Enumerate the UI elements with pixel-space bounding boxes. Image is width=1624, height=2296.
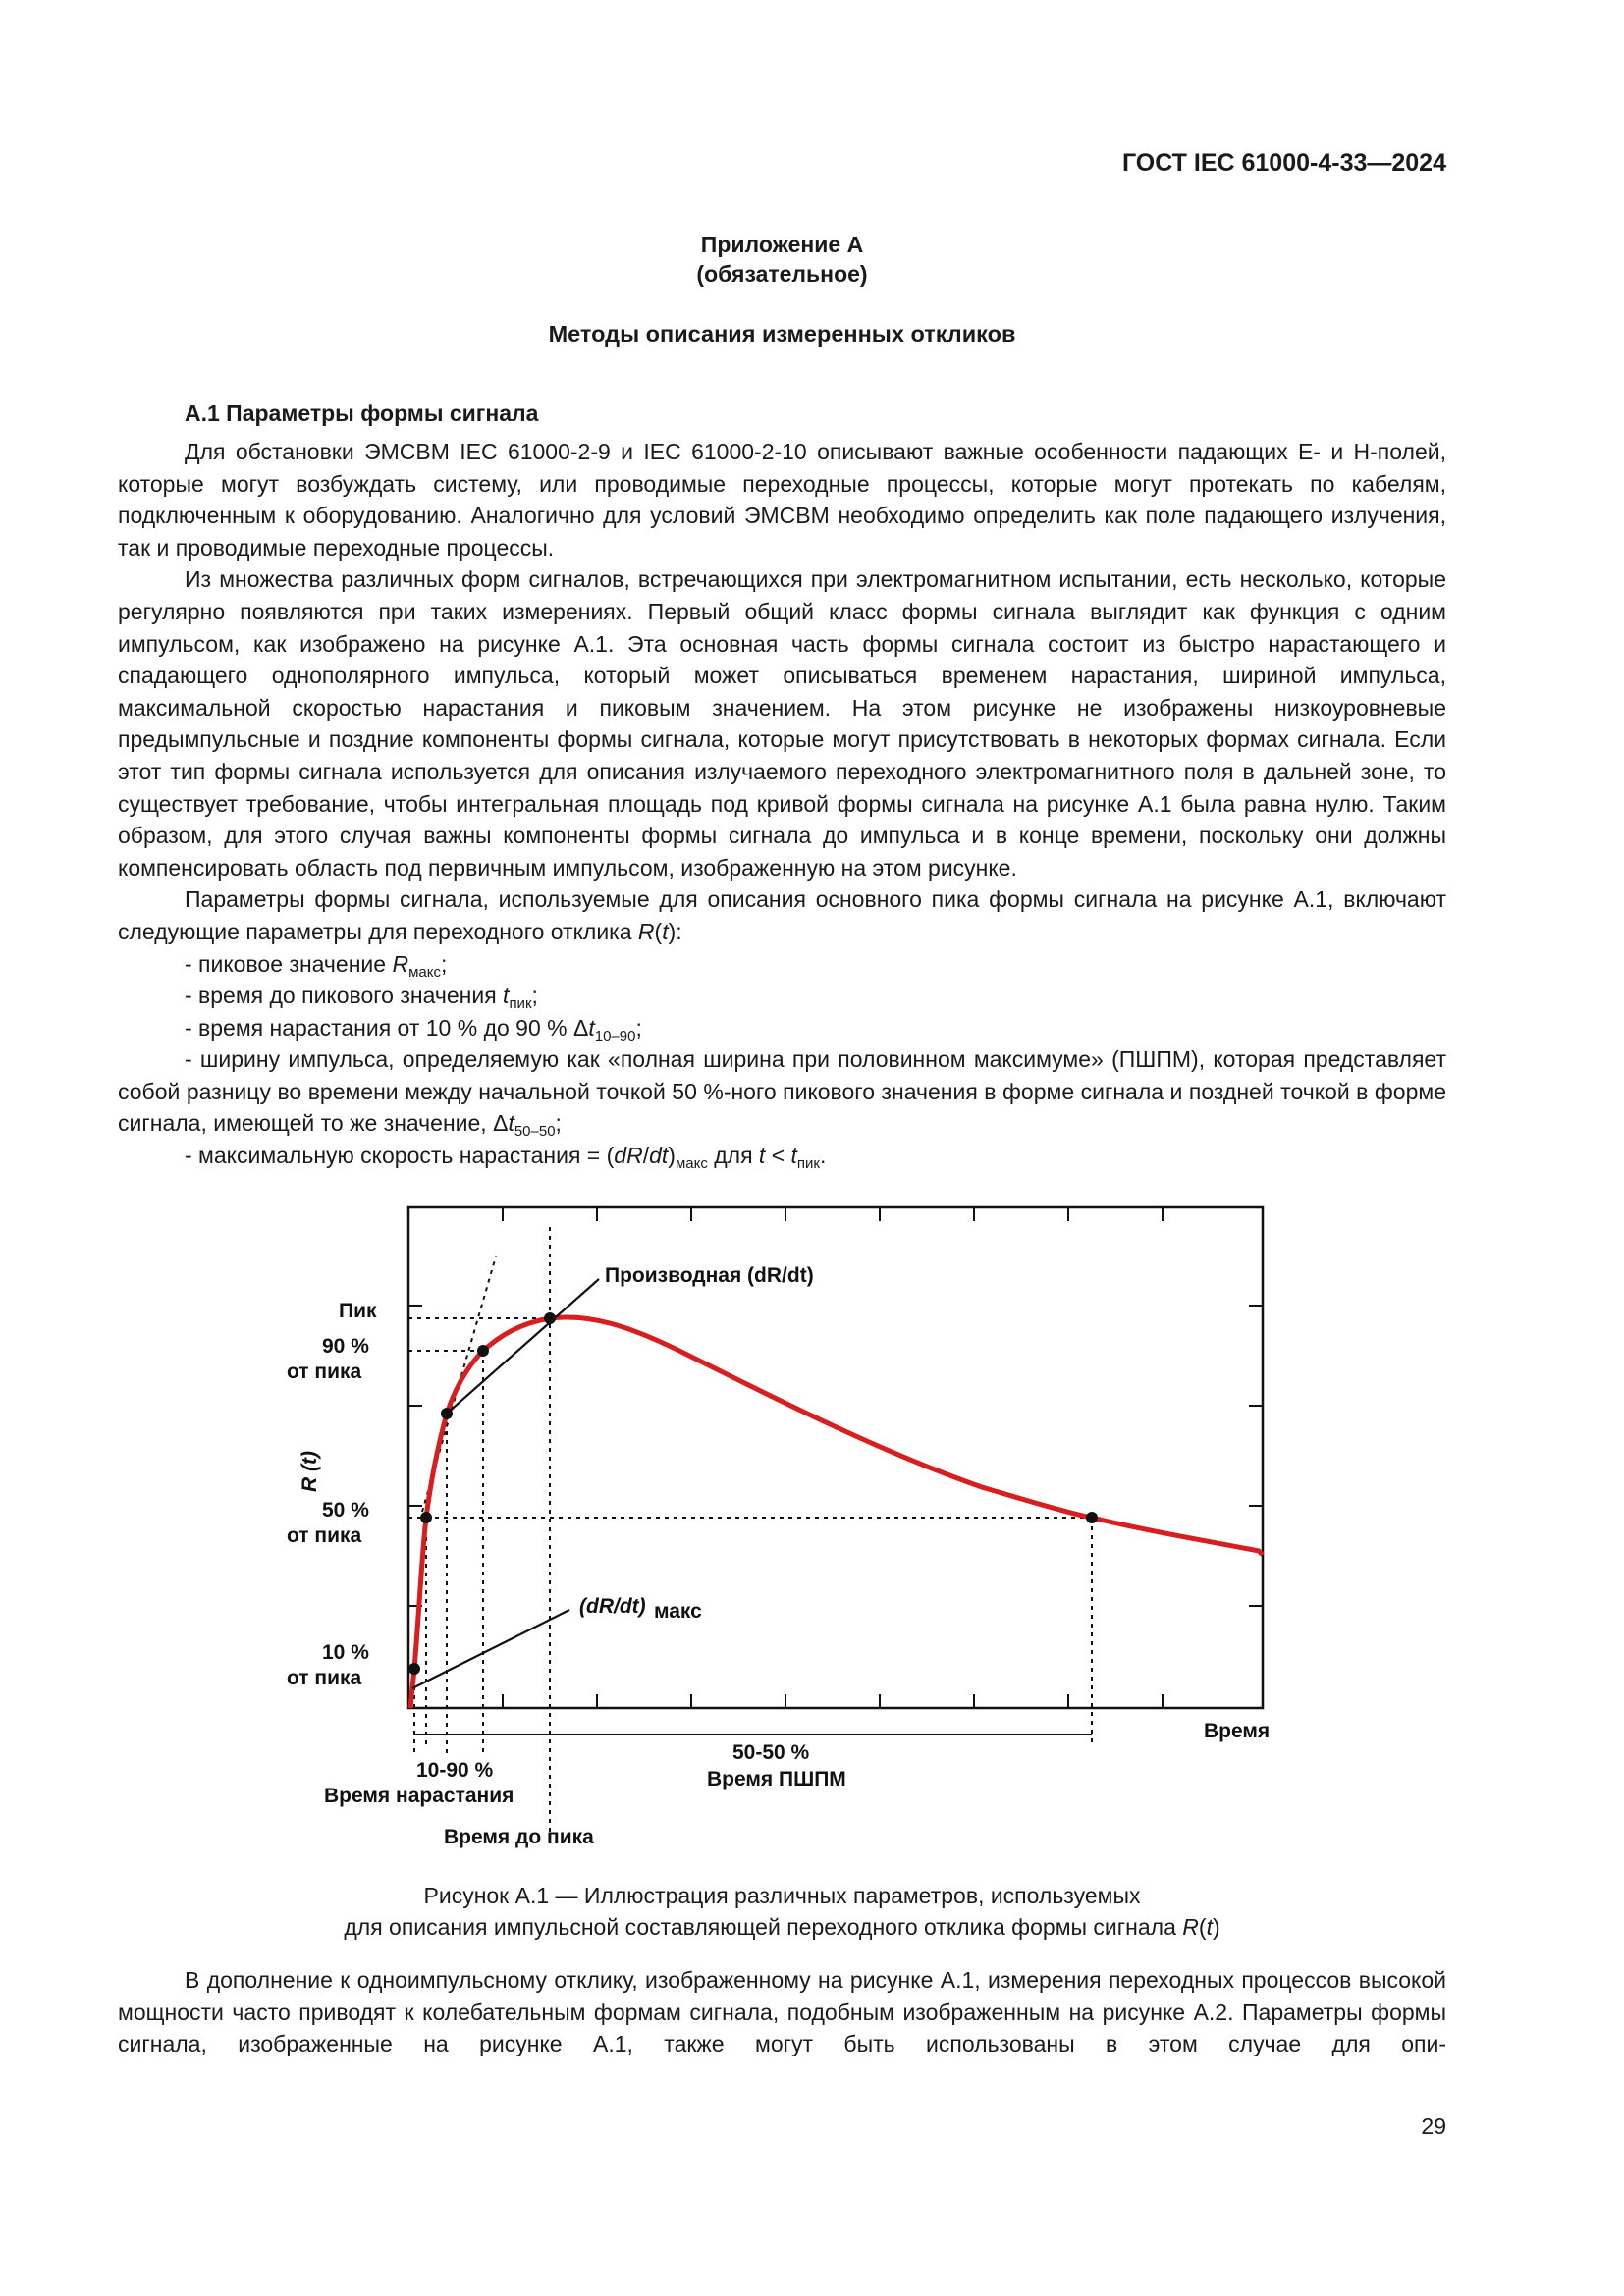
p50-sublabel: от пика — [287, 1524, 362, 1547]
paragraph: В дополнение к одноимпульсному отклику, изображенному на рисунке А.1, измерения переходных процессов высокой мощности часто приводят к колебательным формам сигнала, подобным изображенным на рисунке А.2. Параметры формы сигнала, изображенные на рисунке А.1, также могут быть использованы в этом случае для опи- — [118, 1967, 1446, 2057]
figure-caption — [118, 1880, 1446, 1943]
body-text — [118, 436, 1446, 1172]
derivative-label: Производная (dR/dt) — [605, 1264, 814, 1287]
tick-marks — [408, 1207, 1263, 1708]
section-title: А.1 Параметры формы сигнала — [185, 400, 539, 426]
dmax-sublabel: макс — [654, 1600, 702, 1623]
caption-line-1: Рисунок А.1 — Иллюстрация различных параметров, используемых — [423, 1883, 1141, 1908]
appendix-heading — [118, 230, 1446, 289]
p90-sublabel: от пика — [287, 1361, 362, 1383]
peak-label: Пик — [339, 1300, 377, 1322]
list-item: - максимальную скорость нарастания = $(dR/dt)_{макс}$ для $t < t_{пик}$. — [185, 1143, 827, 1173]
list-item: - ширину импульса, определяемую как «полная ширина при половинном максимуме» (ПШПМ), которая представляет собой разницу во времени между начальной точкой 50 %-ного пикового значения в форме сигнала и поздней точкой в форме сигнала, имеющей то же значение, $\Delta t_{50-50}$; — [118, 1046, 1446, 1141]
plot-frame — [408, 1207, 1263, 1708]
paragraph: Для обстановки ЭМСВМ IEC 61000-2-9 и IEC 61000-2-10 описывают важные особенности падающих Е- и Н-полей, которые могут возбуждать систему, или проводимые переходные процессы, которые могут протекать по кабелям, подключенным к оборудованию. Аналогично для условий ЭМСВМ необходимо определить как поле падающего излучения, так и проводимые переходные процессы. — [118, 439, 1446, 561]
appendix-title: Приложение А — [700, 232, 864, 257]
list-item: - пиковое значение $R_{макс}$; — [185, 950, 448, 981]
figure-a1 — [0, 1178, 1624, 1865]
list-item: - время нарастания от 10 % до 90 % $\Delta t_{10-90}$; — [185, 1014, 642, 1044]
y-axis-label: R (t) — [298, 1451, 321, 1492]
p10-sublabel: от пика — [287, 1667, 362, 1689]
waveform-curve — [410, 1317, 1263, 1708]
document-title: Методы описания измеренных откликов — [548, 321, 1016, 347]
p90-label: 90 % — [322, 1335, 369, 1358]
dmax-label: (dR/dt) — [579, 1595, 646, 1618]
marker-points — [408, 1312, 1098, 1675]
p50-label: 50 % — [322, 1499, 369, 1522]
paragraph: Из множества различных форм сигналов, встречающихся при электромагнитном испытании, есть несколько, которые регулярно появляются при таких измерениях. Первый общий класс формы сигнала выглядит как функция с одним импульсом, как изображено на рисунке А.1. Эта основная часть формы сигнала состоит из быстро нарастающего и спадающего однополярного импульса, который может описываться временем нарастания, шириной импульса, максимальной скоростью нарастания и пиковым значением. На этом рисунке не изображены низкоуровневые предымпульсные и поздние компоненты формы сигнала, которые могут присутствовать в некоторых формах сигнала. Если этот тип формы сигнала используется для описания излучаемого переходного электромагнитного поля в дальней зоне, то существует требование, чтобы интегральная площадь под кривой формы сигнала на рисунке А.1 была равна нулю. Таким образом, для этого случая важны компоненты формы сигнала до импульса и в конце времени, поскольку они должны компенсировать область под первичным импульсом, изображенную на этом рисунке. — [118, 566, 1446, 881]
p10-label: 10 % — [322, 1641, 369, 1664]
document-code: ГОСТ IEC 61000-4-33—2024 — [1121, 149, 1446, 177]
fwhm-label-1: 50-50 % — [732, 1741, 810, 1764]
page-number: 29 — [1421, 2113, 1446, 2139]
rise-time-label-2: Время нарастания — [324, 1785, 514, 1807]
pointer-lines — [412, 1279, 599, 1688]
time-to-peak-label: Время до пика — [444, 1826, 594, 1848]
list-item: - время до пикового значения $t_{пик}$; — [185, 983, 538, 1013]
paragraph: Параметры формы сигнала, используемые для описания основного пика формы сигнала на рисунке А.1, включают следующие параметры для переходного отклика R(t): — [118, 886, 1446, 944]
appendix-status: (обязательное) — [696, 261, 868, 287]
caption-line-2: для описания импульсной составляющей переходного отклика формы сигнала R(t) — [344, 1914, 1220, 1940]
x-axis-label: Время — [1204, 1720, 1271, 1742]
continuation-text — [118, 1964, 1446, 2060]
fwhm-label-2: Время ПШПМ — [707, 1768, 846, 1790]
rise-time-label-1: 10-90 % — [416, 1759, 494, 1782]
